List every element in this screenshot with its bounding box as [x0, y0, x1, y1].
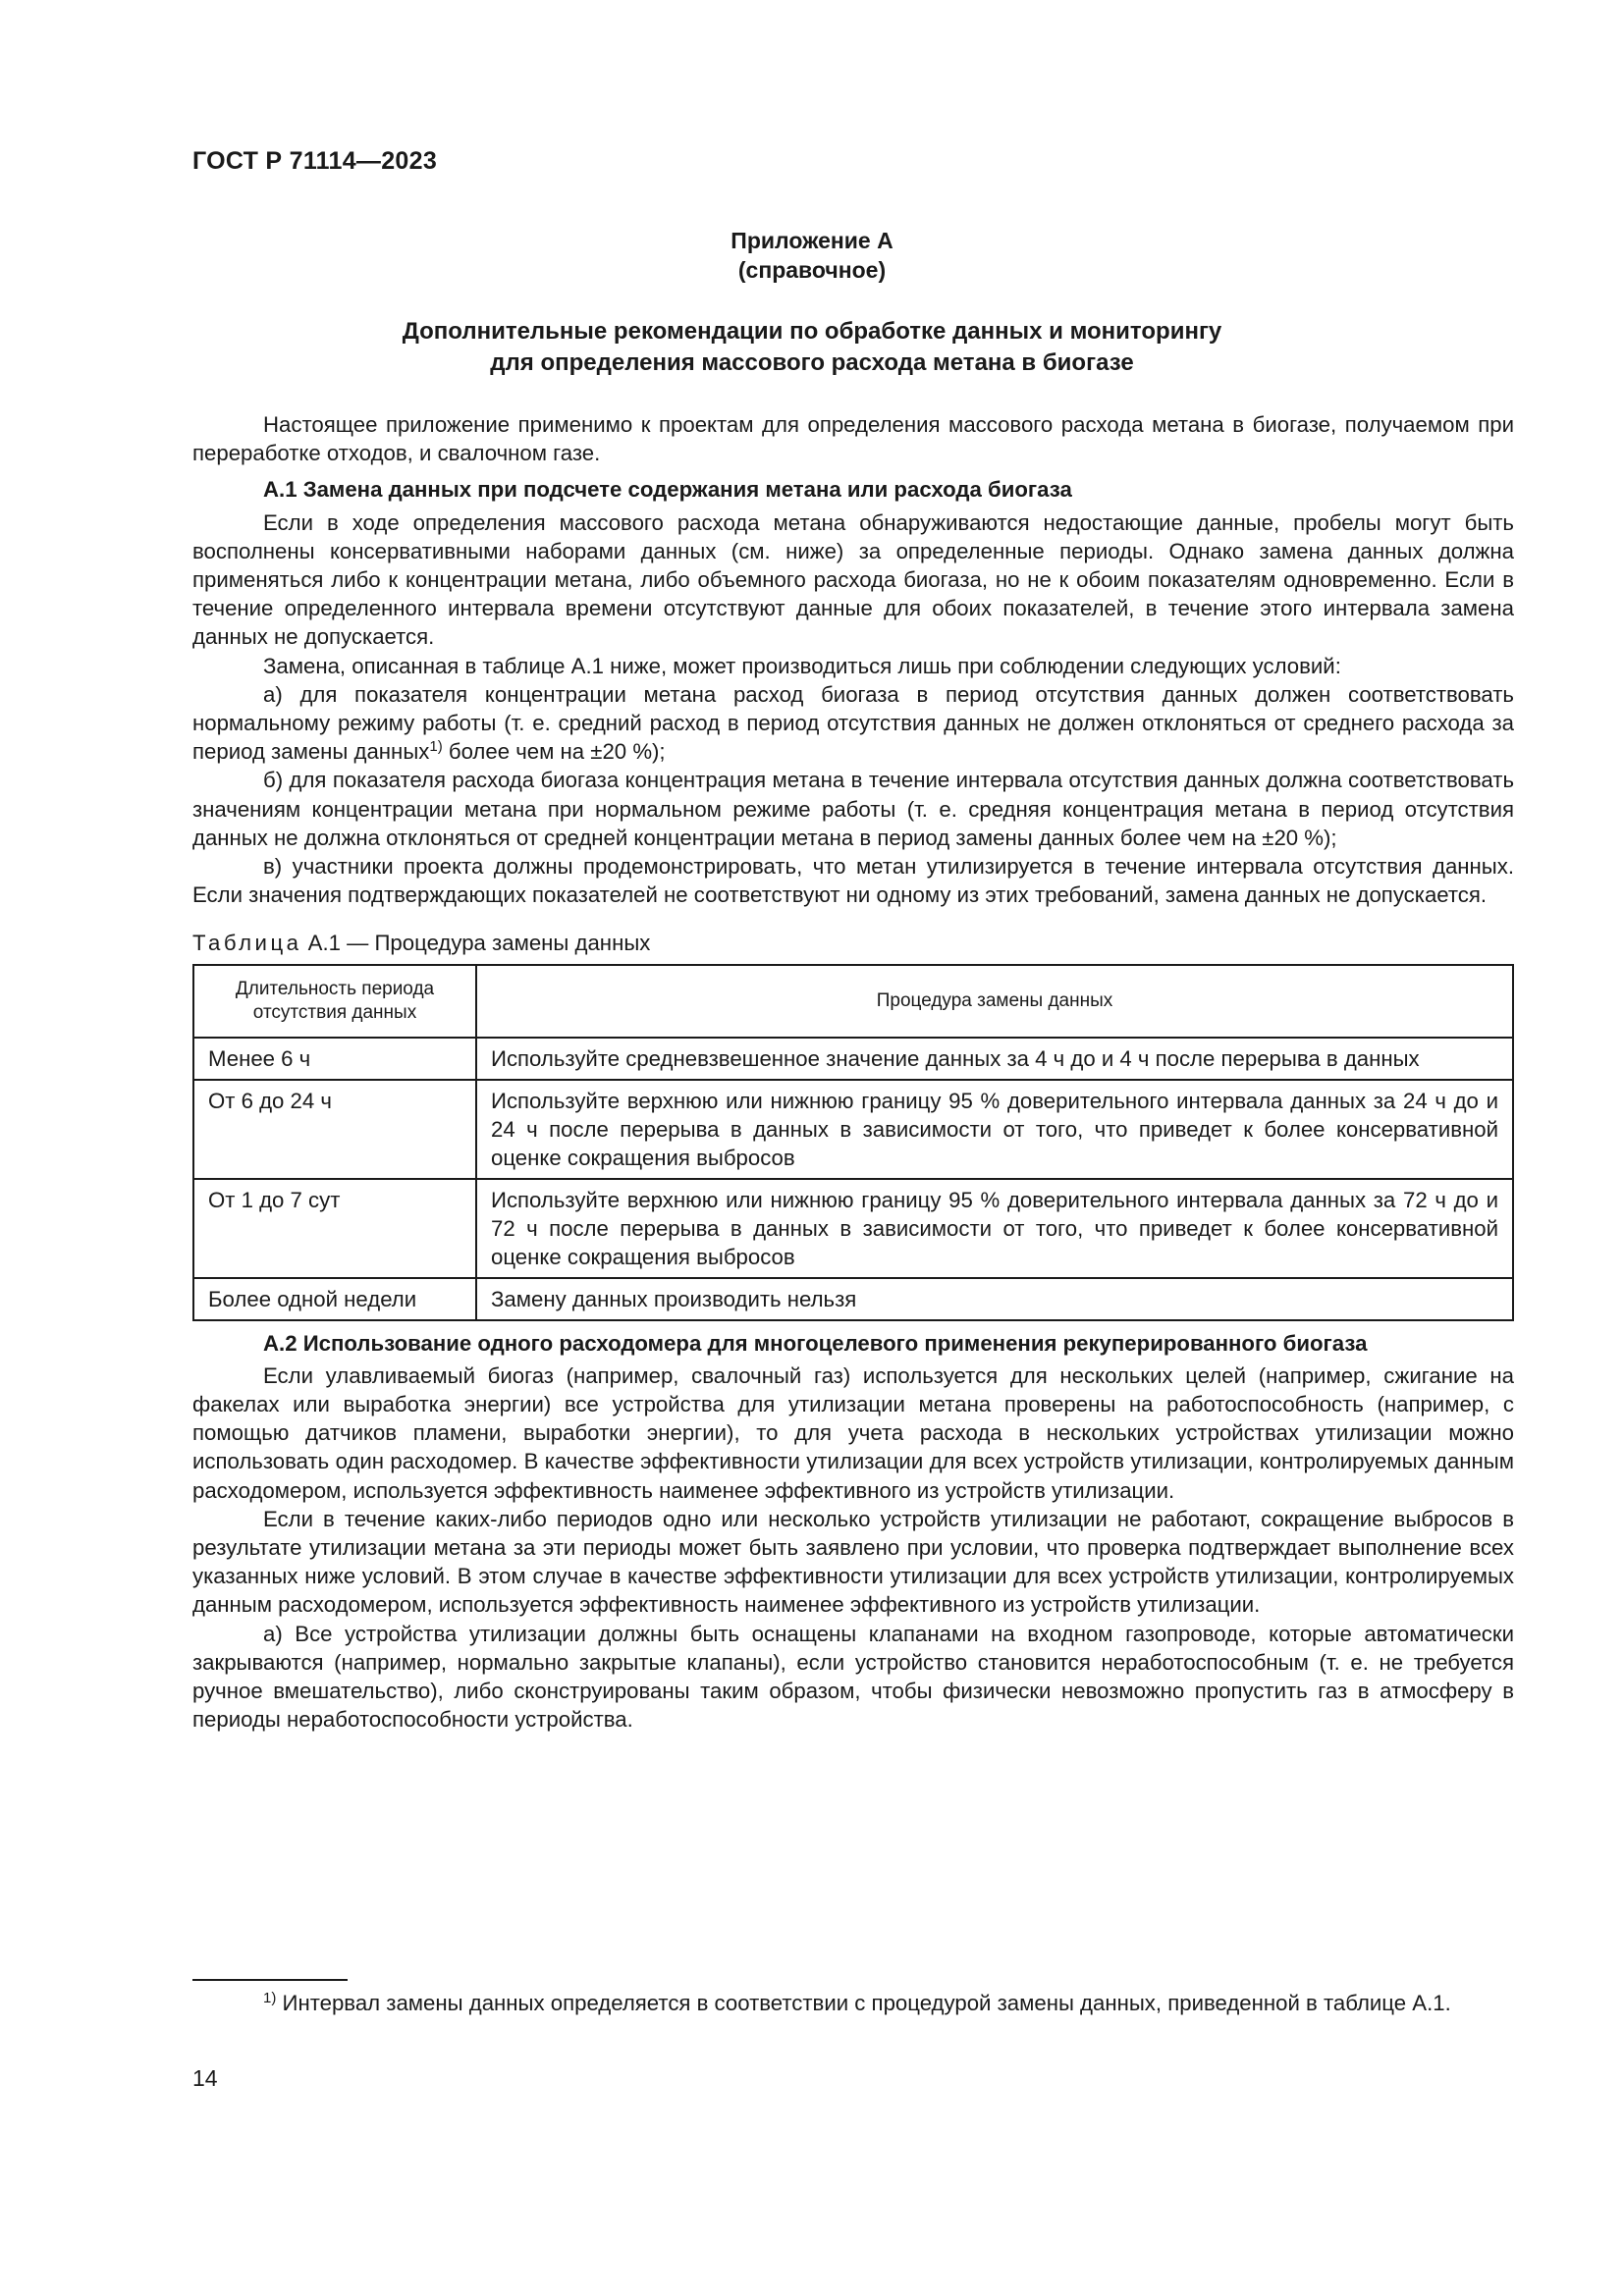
table-caption [192, 929, 1514, 957]
annex-title-line-2: для определения массового расхода метана в биогазе [490, 349, 1134, 376]
table-cell-procedure: Используйте верхнюю или нижнюю границу 95 % доверительного интервала данных за 24 ч до и 24 ч после перерыва в данных в зависимости от того, что приведет к более консервативной оценке сокращения выбросов [476, 1080, 1513, 1179]
table-header-procedure: Процедура замены данных [476, 965, 1513, 1038]
annex-title-line-1: Дополнительные рекомендации по обработке данных и мониторингу [402, 318, 1222, 345]
intro-paragraph: Настоящее приложение применимо к проектам для определения массового расхода метана в биогазе, получаемом при переработке отходов, и свалочном газе. [192, 412, 1514, 466]
section-a1-item-c: в) участники проекта должны продемонстрировать, что метан утилизируется в течение интервала отсутствия данных. Если значения подтверждающих показателей не соответствуют ни одному из этих требований, замена данных не допускается. [192, 854, 1514, 908]
table-cell-period: Более одной недели [193, 1278, 476, 1320]
table-row [193, 1038, 1513, 1080]
section-a1-heading: А.1 Замена данных при подсчете содержания метана или расхода биогаза [263, 477, 1072, 503]
section-a1-paragraph-1: Если в ходе определения массового расхода метана обнаруживаются недостающие данные, пробелы могут быть восполнены консервативными наборами данных (см. ниже) за определенные периоды. Однако замена данных должна применяться либо к концентрации метана, либо объемного расхода биогаза, но не к обоим показателям одновременно. Если в течение определенного интервала времени отсутствуют данные для обоих показателей, в течение этого интервала замена данных не допускается. [192, 509, 1514, 650]
table-header-period: Длительность периода отсутствия данных [193, 965, 476, 1038]
footnote-divider [192, 1979, 348, 1981]
table-cell-procedure: Используйте верхнюю или нижнюю границу 95 % доверительного интервала данных за 72 ч до и 72 ч после перерыва в данных в зависимости от того, что приведет к более консервативной оценке сокращения выбросов [476, 1179, 1513, 1278]
item-a-text-end: более чем на ±20 %); [442, 739, 666, 765]
section-a1-paragraph-2: Замена, описанная в таблице А.1 ниже, может производиться лишь при соблюдении следующих условий: [263, 653, 1341, 678]
footnote-ref: 1) [429, 738, 443, 756]
section-a2-paragraph-2: Если в течение каких-либо периодов одно или несколько устройств утилизации не работают, сокращение выбросов в результате утилизации метана за эти периоды может быть заявлено при условии, что проверка подтверждает выполнение всех указанных ниже условий. В этом случае в качестве эффективности утилизации для всех устройств утилизации, контролируемых данным расходомером, используется эффективность наименее эффективного из устройств утилизации. [192, 1506, 1514, 1618]
footnote [192, 1989, 1514, 2017]
item-a-text: а) для показателя концентрации метана расход биогаза в период отсутствия данных должен соответствовать нормальному режиму работы (т. е. средний расход в период отсутствия данных не должен отклоняться от среднего расхода за период замены данных [192, 681, 1514, 765]
table-row [193, 1179, 1513, 1278]
table-row [193, 1278, 1513, 1320]
document-code: ГОСТ Р 71114—2023 [192, 147, 438, 175]
table-cell-period: От 1 до 7 сут [193, 1179, 476, 1278]
annex-label-block [0, 226, 1624, 285]
table-row [193, 1080, 1513, 1179]
page-number: 14 [192, 2065, 218, 2091]
data-replacement-table [192, 964, 1514, 1321]
section-a1-item-a [192, 680, 1514, 767]
annex-status: (справочное) [737, 257, 887, 283]
table-cell-period: Менее 6 ч [193, 1038, 476, 1080]
section-a2-paragraph-1: Если улавливаемый биогаз (например, свалочный газ) используется для нескольких целей (например, сжигание на факелах или выработка энергии) все устройства для утилизации метана проверены на работоспособность (например, с помощью датчиков пламени, выработки энергии), то для учета расхода в нескольких устройствах утилизации можно использовать один расходомер. В качестве эффективности утилизации для всех устройств утилизации, контролируемых данным расходомером, используется эффективность наименее эффективного из устройств утилизации. [192, 1362, 1514, 1503]
table-header-row [193, 965, 1513, 1038]
table-cell-period: От 6 до 24 ч [193, 1080, 476, 1179]
table-cell-procedure: Используйте средневзвешенное значение данных за 4 ч до и 4 ч после перерыва в данных [476, 1038, 1513, 1080]
section-a2-heading: А.2 Использование одного расходомера для многоцелевого применения рекуперированного биогаза [263, 1330, 1368, 1356]
annex-label: Приложение А [731, 228, 893, 253]
table-caption-text: А.1 — Процедура замены данных [301, 931, 651, 956]
section-a2-item-a: а) Все устройства утилизации должны быть оснащены клапанами на входном газопроводе, которые автоматически закрываются (например, нормально закрытые клапаны), если устройство становится неработоспособным (т. е. не требуется ручное вмешательство), либо сконструированы таким образом, чтобы физически невозможно пропустить газ в атмосферу в периоды неработоспособности устройства. [192, 1621, 1514, 1733]
footnote-marker: 1) [263, 1990, 277, 2006]
footnote-text: Интервал замены данных определяется в соответствии с процедурой замены данных, приведенной в таблице А.1. [276, 1991, 1451, 2015]
table-caption-label: Таблица [192, 931, 302, 956]
document-body [192, 410, 1514, 1735]
annex-title [0, 316, 1624, 379]
section-a1-item-b: б) для показателя расхода биогаза концентрация метана в течение интервала отсутствия данных должна соответствовать значениям концентрации метана при нормальном режиме работы (т. е. средняя концентрация метана в период отсутствия данных не должна отклоняться от средней концентрации метана в период замены данных более чем на ±20 %); [192, 768, 1514, 850]
table-cell-procedure: Замену данных производить нельзя [476, 1278, 1513, 1320]
